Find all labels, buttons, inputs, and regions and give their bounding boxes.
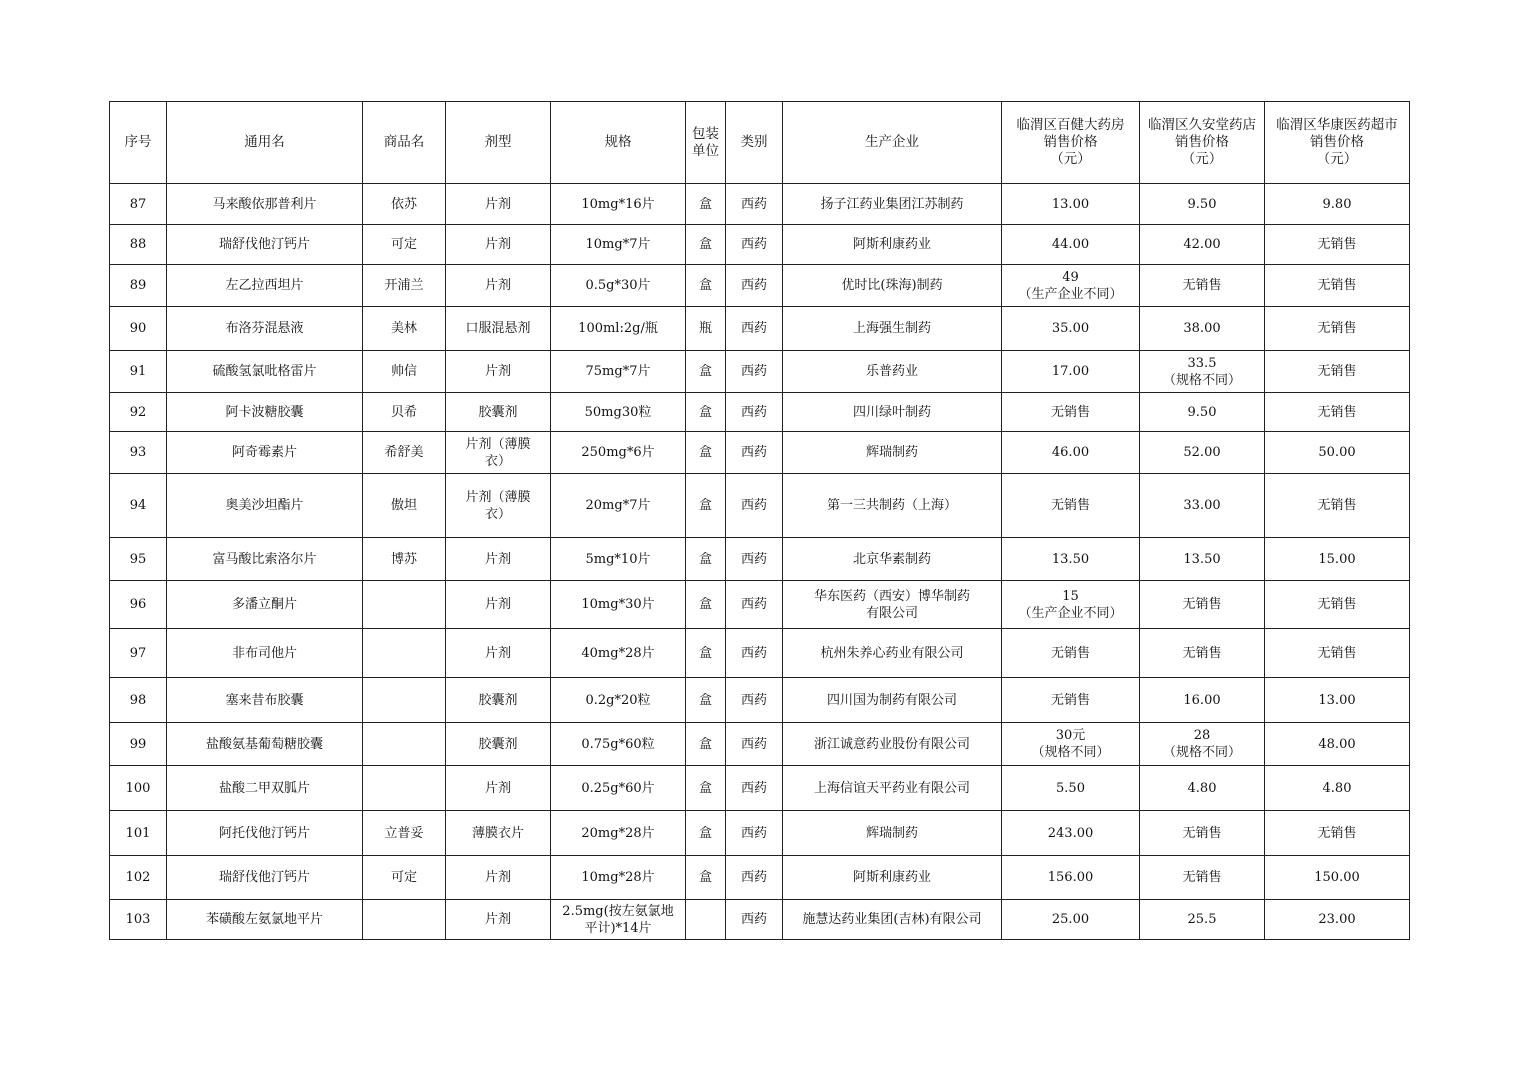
cell-category: 西药 xyxy=(726,184,783,225)
cell-specification: 5mg*10片 xyxy=(551,538,686,581)
cell-price-huakang: 48.00 xyxy=(1265,723,1410,766)
cell-dosage-form: 片剂 xyxy=(446,581,551,629)
cell-manufacturer: 扬子江药业集团江苏制药 xyxy=(783,184,1002,225)
cell-price-huakang: 无销售 xyxy=(1265,811,1410,856)
cell-dosage-form: 胶囊剂 xyxy=(446,678,551,723)
cell-price-baijian: 35.00 xyxy=(1002,307,1140,351)
cell-category: 西药 xyxy=(726,900,783,940)
cell-index: 99 xyxy=(110,723,167,766)
cell-price-jiuantang: 无销售 xyxy=(1140,581,1265,629)
cell-index: 96 xyxy=(110,581,167,629)
cell-brand-name: 帅信 xyxy=(363,351,446,393)
cell-specification: 40mg*28片 xyxy=(551,629,686,678)
table-row xyxy=(110,678,1410,723)
table-row xyxy=(110,393,1410,432)
cell-index: 98 xyxy=(110,678,167,723)
cell-index: 103 xyxy=(110,900,167,940)
header-price-baijian: 临渭区百健大药房 销售价格 （元） xyxy=(1002,102,1140,184)
cell-index: 92 xyxy=(110,393,167,432)
cell-category: 西药 xyxy=(726,393,783,432)
cell-price-huakang: 无销售 xyxy=(1265,474,1410,538)
cell-brand-name: 博苏 xyxy=(363,538,446,581)
cell-specification: 20mg*28片 xyxy=(551,811,686,856)
cell-package-unit: 盒 xyxy=(686,723,726,766)
cell-index: 87 xyxy=(110,184,167,225)
cell-price-baijian: 无销售 xyxy=(1002,678,1140,723)
cell-category: 西药 xyxy=(726,432,783,474)
table-row xyxy=(110,723,1410,766)
cell-price-huakang: 无销售 xyxy=(1265,393,1410,432)
cell-generic-name: 瑞舒伐他汀钙片 xyxy=(167,856,363,900)
cell-generic-name: 富马酸比索洛尔片 xyxy=(167,538,363,581)
cell-generic-name: 阿托伐他汀钙片 xyxy=(167,811,363,856)
header-specification: 规格 xyxy=(551,102,686,184)
cell-manufacturer: 辉瑞制药 xyxy=(783,811,1002,856)
table-row xyxy=(110,581,1410,629)
cell-price-huakang: 50.00 xyxy=(1265,432,1410,474)
cell-category: 西药 xyxy=(726,723,783,766)
cell-price-jiuantang: 13.50 xyxy=(1140,538,1265,581)
cell-generic-name: 马来酸依那普利片 xyxy=(167,184,363,225)
cell-price-baijian: 156.00 xyxy=(1002,856,1140,900)
cell-specification: 10mg*16片 xyxy=(551,184,686,225)
cell-price-jiuantang: 无销售 xyxy=(1140,265,1265,307)
cell-brand-name xyxy=(363,766,446,811)
cell-generic-name: 盐酸氨基葡萄糖胶囊 xyxy=(167,723,363,766)
cell-manufacturer: 乐普药业 xyxy=(783,351,1002,393)
cell-price-huakang: 23.00 xyxy=(1265,900,1410,940)
cell-manufacturer: 第一三共制药（上海） xyxy=(783,474,1002,538)
table-row xyxy=(110,474,1410,538)
cell-dosage-form: 片剂 xyxy=(446,351,551,393)
cell-manufacturer: 杭州朱养心药业有限公司 xyxy=(783,629,1002,678)
cell-specification: 0.2g*20粒 xyxy=(551,678,686,723)
table-body xyxy=(110,184,1410,940)
cell-package-unit: 盒 xyxy=(686,581,726,629)
cell-package-unit: 瓶 xyxy=(686,307,726,351)
cell-generic-name: 盐酸二甲双胍片 xyxy=(167,766,363,811)
cell-dosage-form: 片剂（薄膜 衣） xyxy=(446,432,551,474)
table-row xyxy=(110,766,1410,811)
cell-generic-name: 左乙拉西坦片 xyxy=(167,265,363,307)
price-table xyxy=(109,101,1410,940)
header-index: 序号 xyxy=(110,102,167,184)
cell-index: 89 xyxy=(110,265,167,307)
cell-category: 西药 xyxy=(726,629,783,678)
cell-manufacturer: 施慧达药业集团(吉林)有限公司 xyxy=(783,900,1002,940)
cell-dosage-form: 片剂（薄膜 衣） xyxy=(446,474,551,538)
cell-price-huakang: 13.00 xyxy=(1265,678,1410,723)
cell-price-baijian: 5.50 xyxy=(1002,766,1140,811)
cell-price-baijian: 13.50 xyxy=(1002,538,1140,581)
cell-brand-name xyxy=(363,723,446,766)
cell-generic-name: 阿奇霉素片 xyxy=(167,432,363,474)
cell-generic-name: 苯磺酸左氨氯地平片 xyxy=(167,900,363,940)
cell-manufacturer: 华东医药（西安）博华制药 有限公司 xyxy=(783,581,1002,629)
header-category: 类别 xyxy=(726,102,783,184)
cell-generic-name: 布洛芬混悬液 xyxy=(167,307,363,351)
cell-manufacturer: 四川绿叶制药 xyxy=(783,393,1002,432)
cell-category: 西药 xyxy=(726,474,783,538)
cell-dosage-form: 片剂 xyxy=(446,538,551,581)
cell-manufacturer: 上海强生制药 xyxy=(783,307,1002,351)
cell-package-unit: 盒 xyxy=(686,351,726,393)
cell-category: 西药 xyxy=(726,811,783,856)
cell-index: 97 xyxy=(110,629,167,678)
cell-generic-name: 奥美沙坦酯片 xyxy=(167,474,363,538)
cell-specification: 100ml:2g/瓶 xyxy=(551,307,686,351)
cell-brand-name: 立普妥 xyxy=(363,811,446,856)
cell-package-unit: 盒 xyxy=(686,184,726,225)
cell-brand-name xyxy=(363,678,446,723)
cell-index: 102 xyxy=(110,856,167,900)
cell-price-huakang: 15.00 xyxy=(1265,538,1410,581)
cell-generic-name: 多潘立酮片 xyxy=(167,581,363,629)
cell-brand-name: 希舒美 xyxy=(363,432,446,474)
header-generic-name: 通用名 xyxy=(167,102,363,184)
cell-brand-name: 可定 xyxy=(363,856,446,900)
header-price-huakang: 临渭区华康医药超市 销售价格 （元） xyxy=(1265,102,1410,184)
cell-package-unit: 盒 xyxy=(686,474,726,538)
cell-generic-name: 非布司他片 xyxy=(167,629,363,678)
header-manufacturer: 生产企业 xyxy=(783,102,1002,184)
cell-dosage-form: 胶囊剂 xyxy=(446,723,551,766)
cell-price-huakang: 无销售 xyxy=(1265,265,1410,307)
cell-price-jiuantang: 无销售 xyxy=(1140,811,1265,856)
cell-price-huakang: 150.00 xyxy=(1265,856,1410,900)
cell-package-unit: 盒 xyxy=(686,811,726,856)
cell-brand-name: 傲坦 xyxy=(363,474,446,538)
cell-category: 西药 xyxy=(726,265,783,307)
cell-price-baijian: 无销售 xyxy=(1002,474,1140,538)
cell-brand-name: 贝希 xyxy=(363,393,446,432)
cell-manufacturer: 优时比(珠海)制药 xyxy=(783,265,1002,307)
cell-dosage-form: 片剂 xyxy=(446,265,551,307)
cell-price-baijian: 15 （生产企业不同） xyxy=(1002,581,1140,629)
cell-price-jiuantang: 28 （规格不同） xyxy=(1140,723,1265,766)
cell-price-jiuantang: 9.50 xyxy=(1140,393,1265,432)
cell-specification: 250mg*6片 xyxy=(551,432,686,474)
cell-index: 95 xyxy=(110,538,167,581)
cell-price-jiuantang: 25.5 xyxy=(1140,900,1265,940)
cell-specification: 10mg*28片 xyxy=(551,856,686,900)
cell-generic-name: 阿卡波糖胶囊 xyxy=(167,393,363,432)
cell-price-jiuantang: 无销售 xyxy=(1140,629,1265,678)
cell-dosage-form: 胶囊剂 xyxy=(446,393,551,432)
table-row xyxy=(110,351,1410,393)
table-row xyxy=(110,629,1410,678)
cell-category: 西药 xyxy=(726,307,783,351)
cell-price-jiuantang: 9.50 xyxy=(1140,184,1265,225)
cell-price-huakang: 4.80 xyxy=(1265,766,1410,811)
cell-price-baijian: 25.00 xyxy=(1002,900,1140,940)
cell-package-unit: 盒 xyxy=(686,265,726,307)
cell-package-unit: 盒 xyxy=(686,678,726,723)
cell-index: 88 xyxy=(110,225,167,265)
cell-category: 西药 xyxy=(726,766,783,811)
header-package-unit: 包装 单位 xyxy=(686,102,726,184)
price-table-container xyxy=(109,101,1410,940)
cell-manufacturer: 上海信谊天平药业有限公司 xyxy=(783,766,1002,811)
cell-package-unit: 盒 xyxy=(686,538,726,581)
cell-manufacturer: 阿斯利康药业 xyxy=(783,225,1002,265)
cell-dosage-form: 薄膜衣片 xyxy=(446,811,551,856)
table-row xyxy=(110,811,1410,856)
cell-specification: 10mg*7片 xyxy=(551,225,686,265)
table-row xyxy=(110,432,1410,474)
cell-price-baijian: 无销售 xyxy=(1002,393,1140,432)
cell-category: 西药 xyxy=(726,538,783,581)
cell-price-jiuantang: 33.00 xyxy=(1140,474,1265,538)
cell-price-jiuantang: 16.00 xyxy=(1140,678,1265,723)
cell-brand-name: 依苏 xyxy=(363,184,446,225)
cell-package-unit: 盒 xyxy=(686,766,726,811)
header-price-jiuantang: 临渭区久安堂药店 销售价格 （元） xyxy=(1140,102,1265,184)
table-row xyxy=(110,307,1410,351)
cell-generic-name: 硫酸氢氯吡格雷片 xyxy=(167,351,363,393)
cell-specification: 0.5g*30片 xyxy=(551,265,686,307)
cell-specification: 2.5mg(按左氨氯地 平计)*14片 xyxy=(551,900,686,940)
cell-price-baijian: 13.00 xyxy=(1002,184,1140,225)
cell-brand-name: 可定 xyxy=(363,225,446,265)
cell-price-baijian: 30元 （规格不同） xyxy=(1002,723,1140,766)
header-row xyxy=(110,102,1410,184)
cell-package-unit: 盒 xyxy=(686,856,726,900)
table-row xyxy=(110,856,1410,900)
table-row xyxy=(110,538,1410,581)
cell-package-unit xyxy=(686,900,726,940)
cell-price-jiuantang: 无销售 xyxy=(1140,856,1265,900)
cell-manufacturer: 北京华素制药 xyxy=(783,538,1002,581)
cell-brand-name xyxy=(363,629,446,678)
cell-index: 90 xyxy=(110,307,167,351)
cell-category: 西药 xyxy=(726,351,783,393)
cell-price-jiuantang: 33.5 （规格不同） xyxy=(1140,351,1265,393)
cell-index: 101 xyxy=(110,811,167,856)
cell-generic-name: 瑞舒伐他汀钙片 xyxy=(167,225,363,265)
cell-dosage-form: 片剂 xyxy=(446,900,551,940)
cell-dosage-form: 片剂 xyxy=(446,225,551,265)
cell-index: 94 xyxy=(110,474,167,538)
cell-price-baijian: 49 （生产企业不同） xyxy=(1002,265,1140,307)
cell-package-unit: 盒 xyxy=(686,432,726,474)
cell-brand-name xyxy=(363,900,446,940)
cell-specification: 10mg*30片 xyxy=(551,581,686,629)
cell-dosage-form: 片剂 xyxy=(446,629,551,678)
cell-price-jiuantang: 52.00 xyxy=(1140,432,1265,474)
cell-manufacturer: 阿斯利康药业 xyxy=(783,856,1002,900)
cell-price-baijian: 17.00 xyxy=(1002,351,1140,393)
cell-category: 西药 xyxy=(726,581,783,629)
cell-price-jiuantang: 42.00 xyxy=(1140,225,1265,265)
cell-specification: 0.75g*60粒 xyxy=(551,723,686,766)
cell-manufacturer: 辉瑞制药 xyxy=(783,432,1002,474)
cell-generic-name: 塞来昔布胶囊 xyxy=(167,678,363,723)
table-row xyxy=(110,900,1410,940)
cell-dosage-form: 片剂 xyxy=(446,184,551,225)
table-row xyxy=(110,184,1410,225)
cell-dosage-form: 片剂 xyxy=(446,766,551,811)
cell-index: 100 xyxy=(110,766,167,811)
cell-manufacturer: 四川国为制药有限公司 xyxy=(783,678,1002,723)
cell-index: 91 xyxy=(110,351,167,393)
table-row xyxy=(110,265,1410,307)
cell-brand-name: 开浦兰 xyxy=(363,265,446,307)
cell-specification: 0.25g*60片 xyxy=(551,766,686,811)
cell-price-huakang: 无销售 xyxy=(1265,629,1410,678)
header-brand-name: 商品名 xyxy=(363,102,446,184)
cell-category: 西药 xyxy=(726,225,783,265)
header-dosage-form: 剂型 xyxy=(446,102,551,184)
cell-specification: 20mg*7片 xyxy=(551,474,686,538)
cell-price-huakang: 无销售 xyxy=(1265,351,1410,393)
cell-price-jiuantang: 38.00 xyxy=(1140,307,1265,351)
cell-dosage-form: 口服混悬剂 xyxy=(446,307,551,351)
cell-package-unit: 盒 xyxy=(686,629,726,678)
cell-category: 西药 xyxy=(726,856,783,900)
table-row xyxy=(110,225,1410,265)
cell-package-unit: 盒 xyxy=(686,393,726,432)
cell-brand-name xyxy=(363,581,446,629)
cell-price-huakang: 无销售 xyxy=(1265,581,1410,629)
cell-price-baijian: 44.00 xyxy=(1002,225,1140,265)
cell-specification: 50mg30粒 xyxy=(551,393,686,432)
cell-price-huakang: 无销售 xyxy=(1265,307,1410,351)
cell-brand-name: 美林 xyxy=(363,307,446,351)
cell-package-unit: 盒 xyxy=(686,225,726,265)
cell-price-baijian: 无销售 xyxy=(1002,629,1140,678)
cell-manufacturer: 浙江诚意药业股份有限公司 xyxy=(783,723,1002,766)
cell-price-jiuantang: 4.80 xyxy=(1140,766,1265,811)
cell-index: 93 xyxy=(110,432,167,474)
cell-price-huakang: 9.80 xyxy=(1265,184,1410,225)
cell-specification: 75mg*7片 xyxy=(551,351,686,393)
cell-dosage-form: 片剂 xyxy=(446,856,551,900)
cell-price-baijian: 243.00 xyxy=(1002,811,1140,856)
cell-price-baijian: 46.00 xyxy=(1002,432,1140,474)
cell-category: 西药 xyxy=(726,678,783,723)
cell-price-huakang: 无销售 xyxy=(1265,225,1410,265)
